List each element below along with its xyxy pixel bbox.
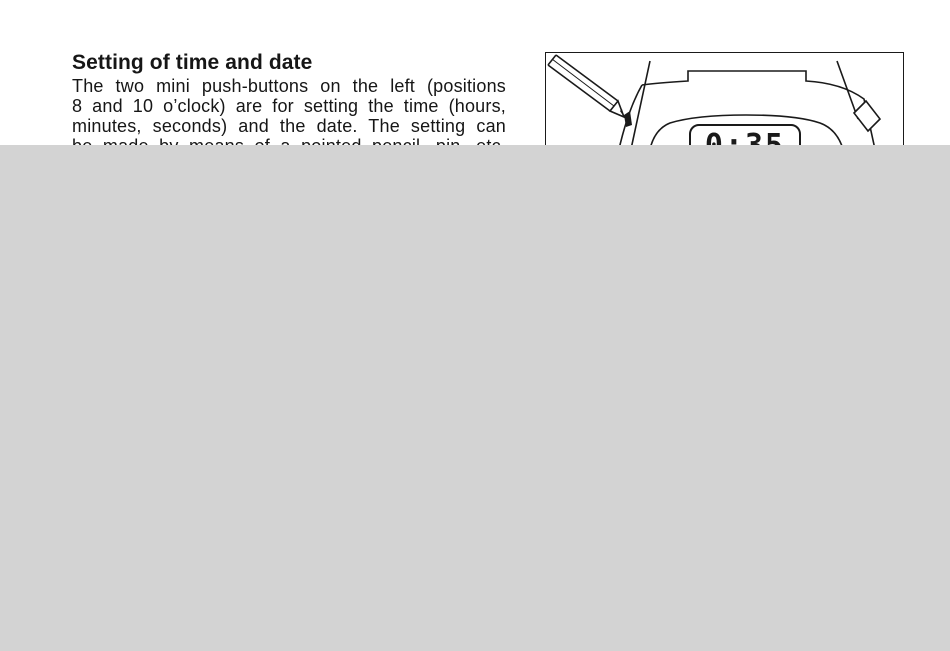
instruction-paragraph: [72, 76, 506, 156]
gray-overlay: [0, 145, 950, 651]
paragraph-line: minutes, seconds) and the date. The setting can: [72, 116, 506, 136]
pencil-icon: [548, 55, 624, 117]
paragraph-line: The two mini push-buttons on the left (positions: [72, 76, 506, 96]
section-heading: Setting of time and date: [72, 51, 313, 74]
text-column: [72, 50, 506, 156]
paragraph-line: 8 and 10 o’clock) are for setting the time (hours,: [72, 96, 506, 116]
side-button-right: [854, 101, 880, 131]
